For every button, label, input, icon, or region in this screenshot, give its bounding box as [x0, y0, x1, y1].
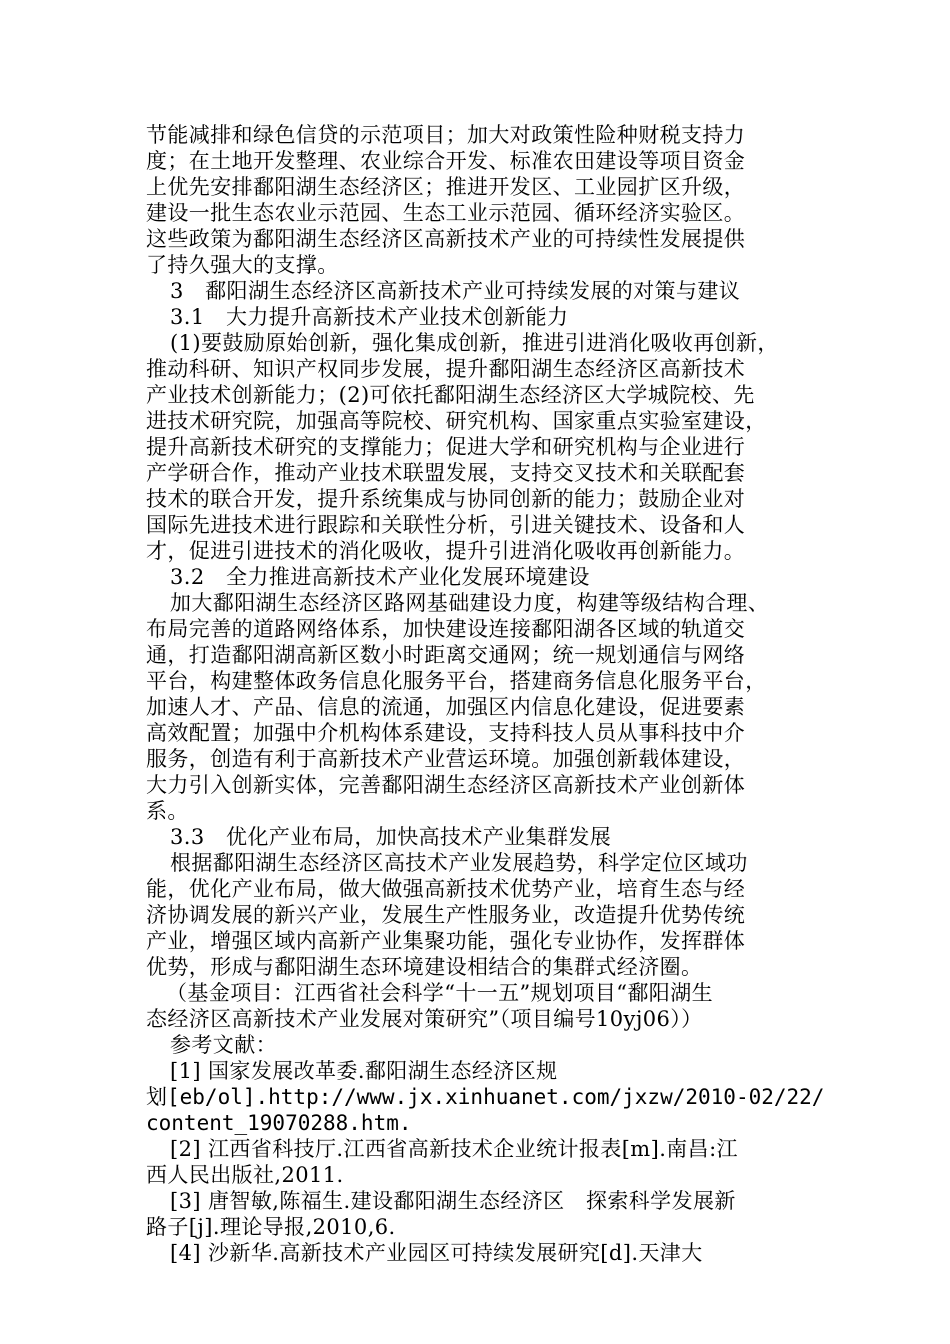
text-line: 推动科研、知识产权同步发展，提升鄱阳湖生态经济区高新技术 — [146, 357, 746, 381]
text-line: 系。 — [146, 799, 189, 823]
text-line: 平台，构建整体政务信息化服务平台，搭建商务信息化服务平台， — [146, 669, 767, 693]
text-line: 产业，增强区域内高新产业集聚功能，强化专业协作，发挥群体 — [146, 929, 746, 953]
reference-item: 路子[j].理论导报,2010,6. — [146, 1215, 396, 1239]
text-line: (1)要鼓励原始创新，强化集成创新，推进引进消化吸收再创新， — [170, 331, 779, 355]
text-line: 了持久强大的支撑。 — [146, 253, 339, 277]
text-line: 提升高新技术研究的支撑能力；促进大学和研究机构与企业进行 — [146, 435, 746, 459]
text-line: 国际先进技术进行跟踪和关联性分析，引进关键技术、设备和人 — [146, 513, 746, 537]
fund-note: 态经济区高新技术产业发展对策研究”（项目编号10yj06）） — [146, 1007, 703, 1031]
text-line: 度；在土地开发整理、农业综合开发、标准农田建设等项目资金 — [146, 149, 746, 173]
text-line: 产业技术创新能力；(2)可依托鄱阳湖生态经济区大学城院校、先 — [146, 383, 755, 407]
section-heading: 3 鄱阳湖生态经济区高新技术产业可持续发展的对策与建议 — [170, 279, 741, 303]
text-line: 才，促进引进技术的消化吸收，提升引进消化吸收再创新能力。 — [146, 539, 746, 563]
fund-note: （基金项目：江西省社会科学“十一五”规划项目“鄱阳湖生 — [166, 981, 714, 1005]
text-line: 产学研合作，推动产业技术联盟发展，支持交叉技术和关联配套 — [146, 461, 746, 485]
text-line: 上优先安排鄱阳湖生态经济区；推进开发区、工业园扩区升级， — [146, 175, 746, 199]
text-line: 进技术研究院，加强高等院校、研究机构、国家重点实验室建设， — [146, 409, 767, 433]
reference-item: [3] 唐智敏,陈福生.建设鄱阳湖生态经济区 探索科学发展新 — [170, 1189, 736, 1213]
text-line: 优势，形成与鄱阳湖生态环境建设相结合的集群式经济圈。 — [146, 955, 703, 979]
text-line: 大力引入创新实体，完善鄱阳湖生态经济区高新技术产业创新体 — [146, 773, 746, 797]
subsection-heading: 3.3 优化产业布局，加快高技术产业集群发展 — [170, 825, 612, 849]
text-line: 建设一批生态农业示范园、生态工业示范园、循环经济实验区。 — [146, 201, 746, 225]
text-line: 加大鄱阳湖生态经济区路网基础建设力度，构建等级结构合理、 — [170, 591, 770, 615]
reference-item: [2] 江西省科技厅.江西省高新技术企业统计报表[m].南昌:江 — [170, 1137, 738, 1161]
text-line: 这些政策为鄱阳湖生态经济区高新技术产业的可持续性发展提供 — [146, 227, 746, 251]
reference-item: [4] 沙新华.高新技术产业园区可持续发展研究[d].天津大 — [170, 1241, 703, 1265]
subsection-heading: 3.2 全力推进高新技术产业化发展环境建设 — [170, 565, 590, 589]
text-line: 济协调发展的新兴产业，发展生产性服务业，改造提升优势传统 — [146, 903, 746, 927]
references-heading: 参考文献： — [170, 1033, 277, 1057]
reference-item: 划[eb/ol].http://www.jx.xinhuanet.com/jxzw/2010-02/22/ — [146, 1085, 825, 1109]
text-line: 技术的联合开发，提升系统集成与协同创新的能力；鼓励企业对 — [146, 487, 746, 511]
text-line: 布局完善的道路网络体系，加快建设连接鄱阳湖各区域的轨道交 — [146, 617, 746, 641]
reference-item: content_19070288.htm. — [146, 1111, 412, 1135]
reference-item: 西人民出版社,2011. — [146, 1163, 344, 1187]
text-line: 节能减排和绿色信贷的示范项目；加大对政策性险种财税支持力 — [146, 123, 746, 147]
text-line: 能，优化产业布局，做大做强高新技术优势产业，培育生态与经 — [146, 877, 746, 901]
text-line: 高效配置；加强中介机构体系建设，支持科技人员从事科技中介 — [146, 721, 746, 745]
reference-item: [1] 国家发展改革委.鄱阳湖生态经济区规 — [170, 1059, 558, 1083]
text-line: 服务，创造有利于高新技术产业营运环境。加强创新载体建设， — [146, 747, 746, 771]
text-line: 根据鄱阳湖生态经济区高技术产业发展趋势，科学定位区域功 — [170, 851, 748, 875]
subsection-heading: 3.1 大力提升高新技术产业技术创新能力 — [170, 305, 569, 329]
text-line: 加速人才、产品、信息的流通，加强区内信息化建设，促进要素 — [146, 695, 746, 719]
text-line: 通，打造鄱阳湖高新区数小时距离交通网；统一规划通信与网络 — [146, 643, 746, 667]
